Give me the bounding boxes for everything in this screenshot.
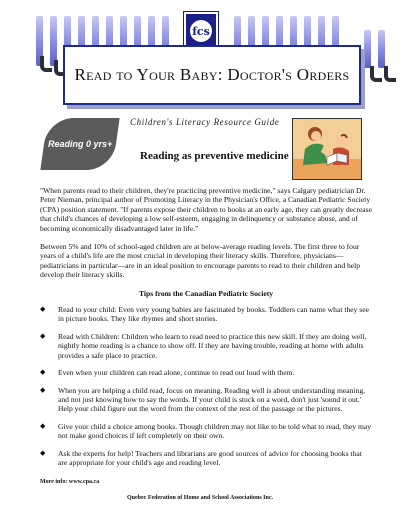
diamond-bullet-icon: ◆ bbox=[40, 305, 46, 314]
more-info-link[interactable]: More info: www.cpa.ca bbox=[40, 479, 100, 485]
diamond-bullet-icon: ◆ bbox=[40, 448, 46, 457]
tips-heading: Tips from the Canadian Pediatric Society bbox=[138, 288, 274, 298]
article-body bbox=[40, 186, 372, 475]
reading-age-badge bbox=[40, 118, 119, 170]
list-item bbox=[40, 422, 372, 441]
tips-list bbox=[40, 305, 372, 467]
list-item bbox=[40, 332, 372, 360]
diamond-bullet-icon: ◆ bbox=[40, 331, 46, 340]
diamond-bullet-icon: ◆ bbox=[40, 385, 46, 394]
tip-text: Ask the experts for help! Teachers and librarians are good sources of advice for choosing books that are appropriate for your child's age and reading level. bbox=[58, 448, 362, 467]
tip-text: Read to your child: Even very young babies are fascinated by books. Toddlers can name what they see in picture books. They like rhymes and short stories. bbox=[58, 305, 369, 324]
guide-label: Children's Literacy Resource Guide bbox=[130, 117, 280, 127]
page-title: Read to Your Baby: Doctor's Orders bbox=[74, 65, 350, 84]
mother-reading-to-child-illustration bbox=[292, 118, 362, 180]
tip-text: Even when your children can read alone, continue to read out loud with them. bbox=[58, 368, 295, 378]
section-subtitle: Reading as preventive medicine bbox=[140, 150, 289, 162]
logo-text: fcs bbox=[192, 24, 210, 38]
tip-text: Read with Children: Children who learn to read need to practice this new skill. If they are doing well, nightly home reading is a chance to show off. If they are having trouble, reading at home with adults provides a safe place to practice. bbox=[58, 331, 367, 360]
title-box bbox=[63, 45, 361, 105]
list-item bbox=[40, 449, 372, 468]
diamond-bullet-icon: ◆ bbox=[40, 421, 46, 430]
reading-age-badge-label: Reading 0 yrs+ bbox=[47, 139, 113, 149]
statistics-paragraph: Between 5% and 10% of school-aged children are at below-average reading levels. The first three to four years of a child's life are the most crucial in developing their literacy skills. Therefore, physicians—pediatricians in particular—are in an ideal position to encourage parents to read to their children and help develop their literacy skills. bbox=[40, 242, 361, 280]
tip-text: When you are helping a child read, focus on meaning. Reading well is about understanding meaning, and not just knowing how to say the words. If your child is stuck on a word, don't just 'sound it out.' Help your child figure out the word from the context of the rest of the passage or the pictures. bbox=[58, 385, 366, 414]
diamond-bullet-icon: ◆ bbox=[40, 368, 46, 377]
tip-text: Give your child a choice among books. Though children may not like to be told what to read, they may not make good choices if left completely on their own. bbox=[58, 421, 372, 441]
footer-organization: Quebec Federation of Home and School Associations Inc. bbox=[126, 495, 273, 501]
list-item bbox=[40, 305, 372, 324]
intro-paragraph: "When parents read to their children, they're practicing preventive medicine," says Calgary pediatrician Dr. Peter Nieman, principal author of Promoting Literacy in the Physician's Office, a Canadian Pediatric Society (CPA) position statement. "If parents expose their children to books at an early age, they can greatly decrease that child's chances of developing a low self-esteem, engaging in delinquency or substance abuse, and of becoming economically disadvantaged later in life." bbox=[40, 186, 372, 233]
list-item bbox=[40, 368, 372, 377]
list-item bbox=[40, 386, 372, 414]
